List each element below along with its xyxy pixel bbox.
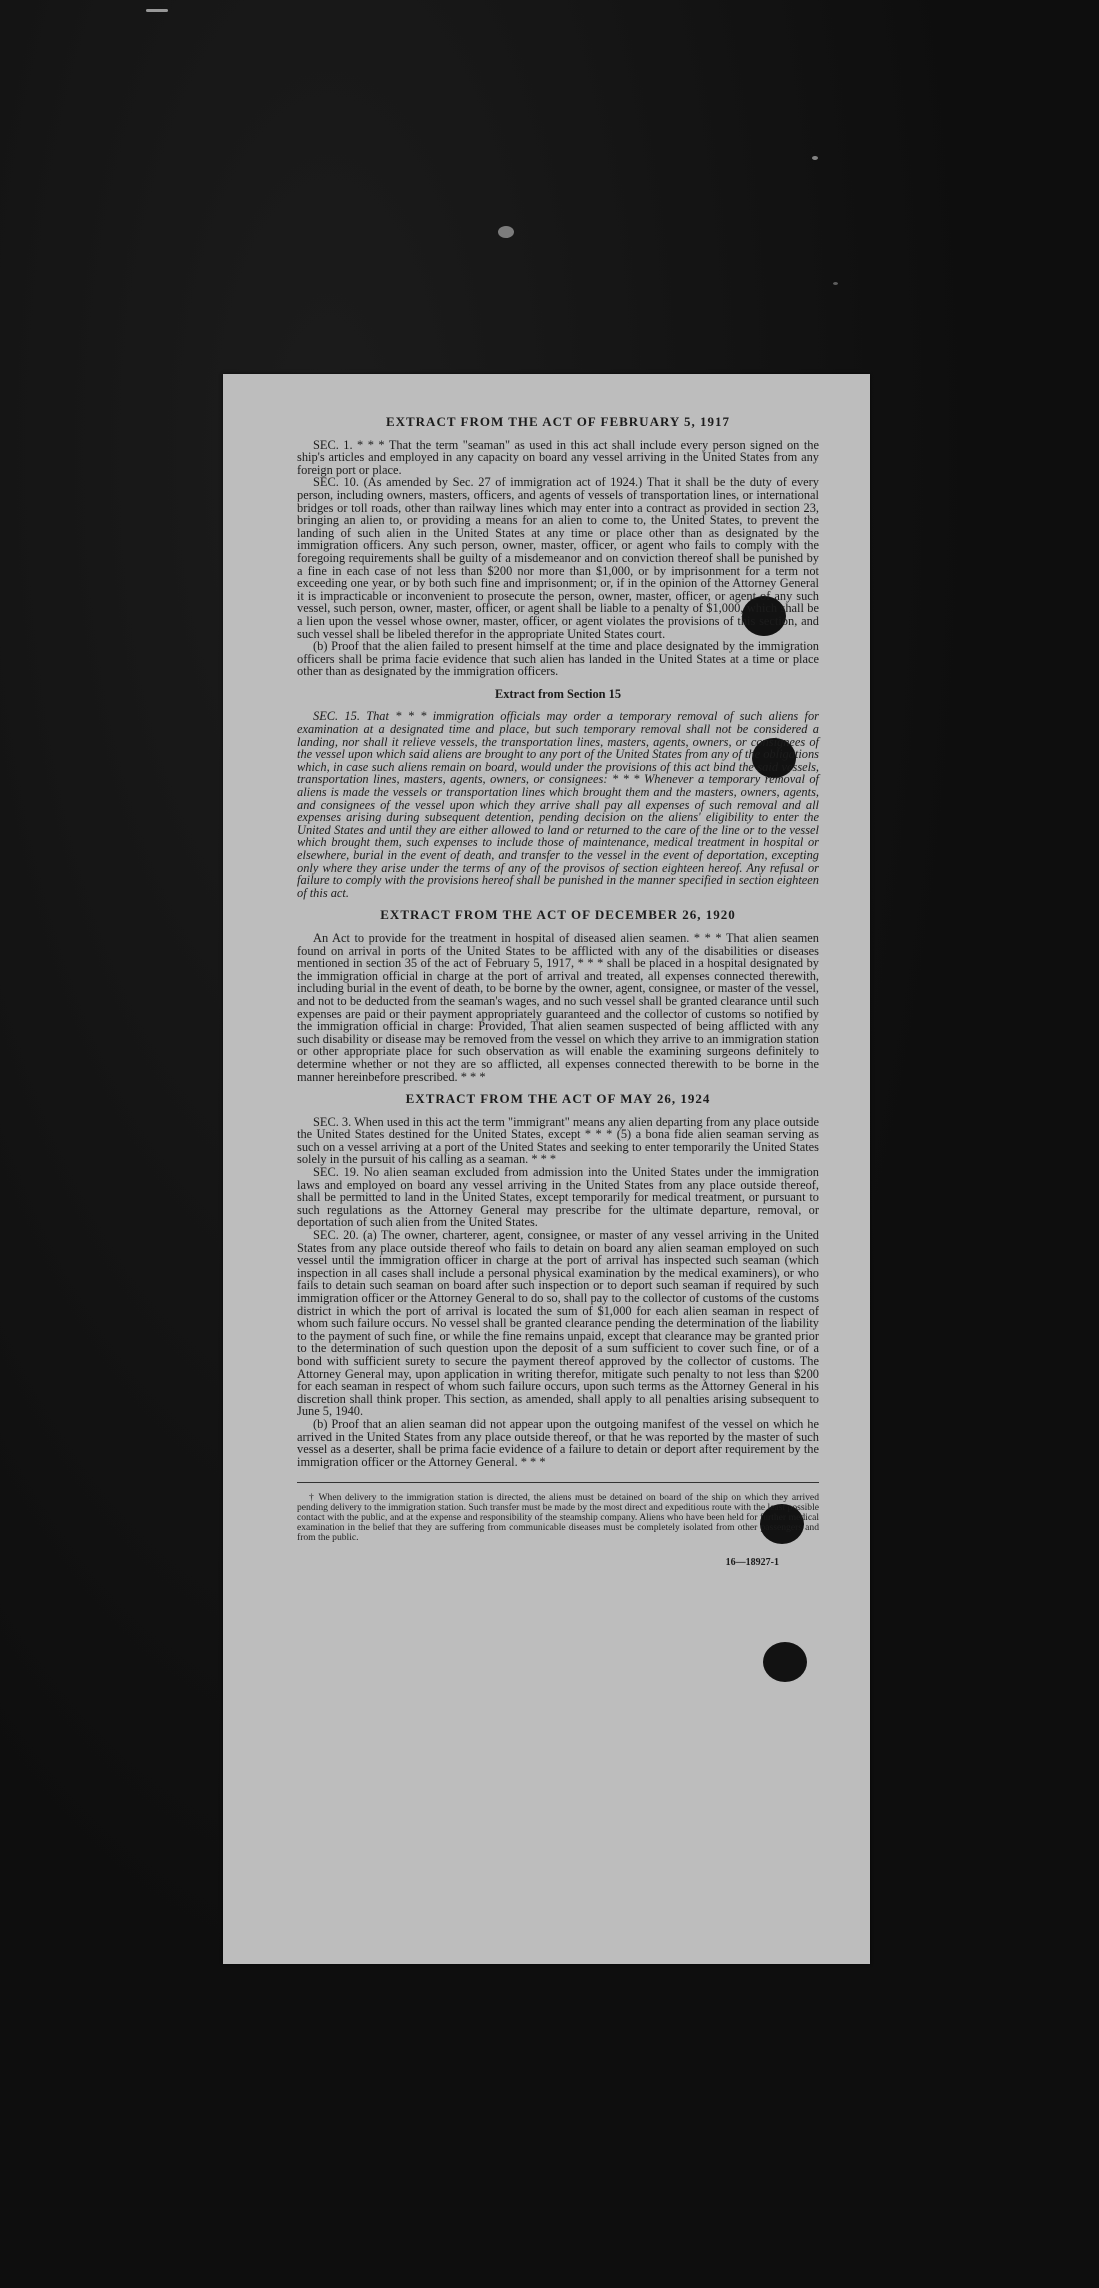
- footnote-divider: [297, 1482, 819, 1483]
- section-3: SEC. 3. When used in this act the term "immigrant" means any alien departing from any place outside the United States destined for the United States, except * * * (5) a bona fide alien seaman serving as such on a vessel arriving at a port of the United States and seeking to enter temporarily the United States solely in the pursuit of his calling as a seaman. * * *: [297, 1114, 819, 1167]
- heading-act-1924: EXTRACT FROM THE ACT OF MAY 26, 1924: [405, 1091, 711, 1107]
- act-1920-text: An Act to provide for the treatment in hospital of diseased alien seamen. * * * That alien seamen found on arrival in ports of the United States to be afflicted with any of the disabilities or diseases mentioned in section 35 of the act of February 5, 1917, * * * shall be placed in a hospital designated by the immigration official in charge at the port of arrival and treated, all expenses connected therewith, including burial in the event of death, to be borne by the owner, agent, consignee, or master of the vessel, and not to be deducted from the seaman's wages, and no such vessel shall be granted clearance until such expenses are paid or their payment appropriately guaranteed and the collector of customs so notified by the immigration official in charge: Provided, That alien seamen suspected of being afflicted with any such disability or disease may be removed from the vessel on which they arrive to an immigration station or other appropriate place for such observation as will enable the examining surgeons definitely to determine whether or not they are so afflicted, all expenses connected therewith to be borne in the manner hereinbefore prescribed. * * *: [297, 930, 819, 1084]
- subheading-section-15: Extract from Section 15: [494, 686, 622, 701]
- section-20b: (b) Proof that an alien seaman did not appear upon the outgoing manifest of the vessel on which he arrived in the United States from any place outside thereof, or that he was reported by the master of such vessel as a deserter, shall be prima facie evidence of a failure to detain or deport after requirement by the immigration officer or the Attorney General. * * *: [297, 1416, 819, 1469]
- heading-act-1917: EXTRACT FROM THE ACT OF FEBRUARY 5, 1917: [385, 414, 731, 429]
- form-number: 16—18927-1: [725, 1556, 779, 1568]
- section-10: SEC. 10. (As amended by Sec. 27 of immigration act of 1924.) That it shall be the duty of every person, including owners, masters, officers, and agents of vessels of transportation lines, or international bridges or toll roads, other than railway lines which may enter into a contract as provided in section 23, bringing an alien to, or providing a means for an alien to come to, the United States, to prevent the landing of such alien in the United States at any time or place other than as designated by the immigration officers. Any such person, owner, master, officer, or agent who fails to comply with the foregoing requirements shall be guilty of a misdemeanor and on conviction thereof shall be punished by a fine in each case of not less than $200 nor more than $1,000, or by imprisonment for a term not exceeding one year, or by both such fine and imprisonment; or, if in the opinion of the Attorney General it is impracticable or inconvenient to prosecute the person, owner, master, officer, or agent of any such vessel, such person, owner, master, officer, or agent shall be liable to a penalty of $1,000, which shall be a lien upon the vessel whose owner, master, officer, or agent violates the provisions of this section, and such vessel shall be libeled therefor in the appropriate United States court.: [297, 475, 819, 641]
- section-15: SEC. 15. That * * * immigration officials may order a temporary removal of such aliens for examination at a designated time and place, but such temporary removal shall not be considered a landing, nor shall it relieve vessels, the transportation lines, masters, agents, owners, or consignees of the vessel upon which said aliens are brought to any port of the United States from any of the obligations which, in case such aliens remain on board, would under the provisions of this act bind the said vessels, transportation lines, masters, agents, owners, or consignees: * * * Whenever a temporary removal of aliens is made the vessels or transportation lines which brought them and the masters, owners, agents, and consignees of the vessel upon which they arrive shall pay all expenses of such removal and all expenses arising during subsequent detention, pending decision on the aliens' eligibility to enter the United States and until they are either allowed to land or returned to the care of the line or to the vessel which brought them, such expenses to include those of maintenance, medical treatment in hospital or elsewhere, burial in the event of death, and transfer to the vessel in the event of deportation, excepting only where they arise under the terms of any of the provisos of section eighteen hereof. Any refusal or failure to comply with the provisions hereof shall be punished in the manner specified in section eighteen of this act.: [297, 709, 819, 900]
- section-1: SEC. 1. * * * That the term "seaman" as used in this act shall include every person signed on the ship's articles and employed in any capacity on board any vessel arriving in the United States from any foreign port or place.: [297, 437, 819, 477]
- heading-act-1920: EXTRACT FROM THE ACT OF DECEMBER 26, 1920: [380, 907, 736, 923]
- document-text: [297, 416, 819, 1570]
- footnote: † When delivery to the immigration station is directed, the aliens must be detained on board of the ship on which they arrived pending delivery to the immigration station. Such transfer must be made by the most direct and expeditious route with the least possible contact with the public, and at the expense and responsibility of the steamship company. Aliens who have been held for further medical examination in the belief that they are suffering from communicable diseases must be completely isolated from other passengers and from the public.: [297, 1491, 819, 1543]
- document-page: [223, 374, 870, 1964]
- section-20: SEC. 20. (a) The owner, charterer, agent, consignee, or master of any vessel arriving in the United States from any place outside thereof who fails to detain on board any alien seaman employed on such vessel until the immigration officer in charge at the port of arrival has inspected such seaman (which inspection in all cases shall include a personal physical examination by the medical examiners), or who fails to detain such seaman on board after such inspection or to deport such seaman if required by such immigration officer or the Attorney General to do so, shall pay to the collector of customs of the customs district in which the port of arrival is located the sum of $1,000 for each alien seaman in respect of whom such failure occurs. No vessel shall be granted clearance pending the determination of the liability to the payment of such fine, or while the fine remains unpaid, except that clearance may be granted prior to the determination of such question upon the deposit of a sum sufficient to cover such fine, or of a bond with sufficient surety to secure the payment thereof approved by the collector of customs. The Attorney General may, upon application in writing therefor, mitigate such penalty to not less than $200 for each seaman in respect of whom such failure occurs, upon such terms as the Attorney General in his discretion shall think proper. This section, as amended, shall apply to all penalties arising subsequent to June 5, 1940.: [297, 1228, 819, 1419]
- punch-hole-4: [763, 1642, 807, 1682]
- section-10b: (b) Proof that the alien failed to present himself at the time and place designated by the immigration officers shall be prima facie evidence that such alien has landed in the United States at a time or place other than as designated by the immigration officers.: [297, 639, 819, 679]
- section-19: SEC. 19. No alien seaman excluded from admission into the United States under the immigration laws and employed on board any vessel arriving in the United States from any place outside thereof, shall be permitted to land in the United States, except temporarily for medical treatment, or pursuant to such regulations as the Attorney General may prescribe for the ultimate departure, removal, or deportation of such alien from the United States.: [297, 1165, 819, 1230]
